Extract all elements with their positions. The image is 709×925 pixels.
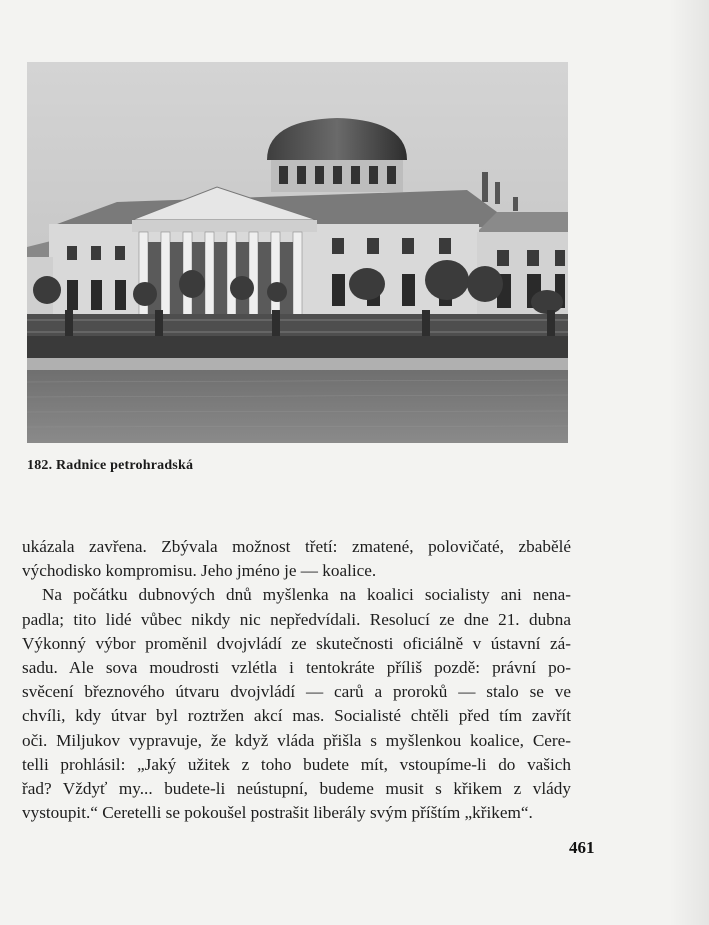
text-line: chvíli, kdy útvar byl roztržen akcí mas. Socialisté chtěli před tím zavřít: [22, 706, 571, 726]
text-line: padla; tito lidé vůbec nikdy nic nepředvídali. Resolucí ze dne 21. dubna: [22, 609, 571, 629]
text-line: Na počátku dubnových dnů myšlenka na koalici socialisty ani nena-: [42, 585, 571, 605]
text-line: svěcení březnového útvaru dvojvládí — carů a proroků — stalo se ve: [22, 682, 571, 702]
building-photograph: [27, 62, 568, 443]
text-line: vystoupit.“ Ceretelli se pokoušel postrašit liberály svým příštím „křikem“.: [22, 803, 533, 823]
figure-caption: 182. Radnice petrohradská: [27, 458, 194, 473]
text-line: oči. Miljukov vypravuje, že když vláda přišla s myšlenkou koalice, Cere-: [22, 730, 571, 750]
page-number: 461: [569, 838, 595, 857]
text-line: řad? Vždyť my... budete-li neústupní, budeme musit s křikem z vlády: [22, 779, 571, 799]
text-line: sadu. Ale sova moudrosti vzlétla i tentokráte příliš pozdě: právní po-: [22, 658, 571, 678]
text-line: Výkonný výbor proměnil dvojvládí ze skutečnosti oficiálně v ústavní zá-: [22, 633, 571, 653]
body-text: [22, 535, 571, 825]
text-line: telli prohlásil: „Jaký užitek z toho budete mít, vstoupíme-li do vašich: [22, 754, 571, 774]
text-line: východisko kompromisu. Jeho jméno je — koalice.: [22, 561, 377, 581]
text-line: ukázala zavřena. Zbývala možnost třetí: zmatené, polovičaté, zbabělé: [22, 537, 571, 556]
page-shadow: [669, 0, 709, 925]
